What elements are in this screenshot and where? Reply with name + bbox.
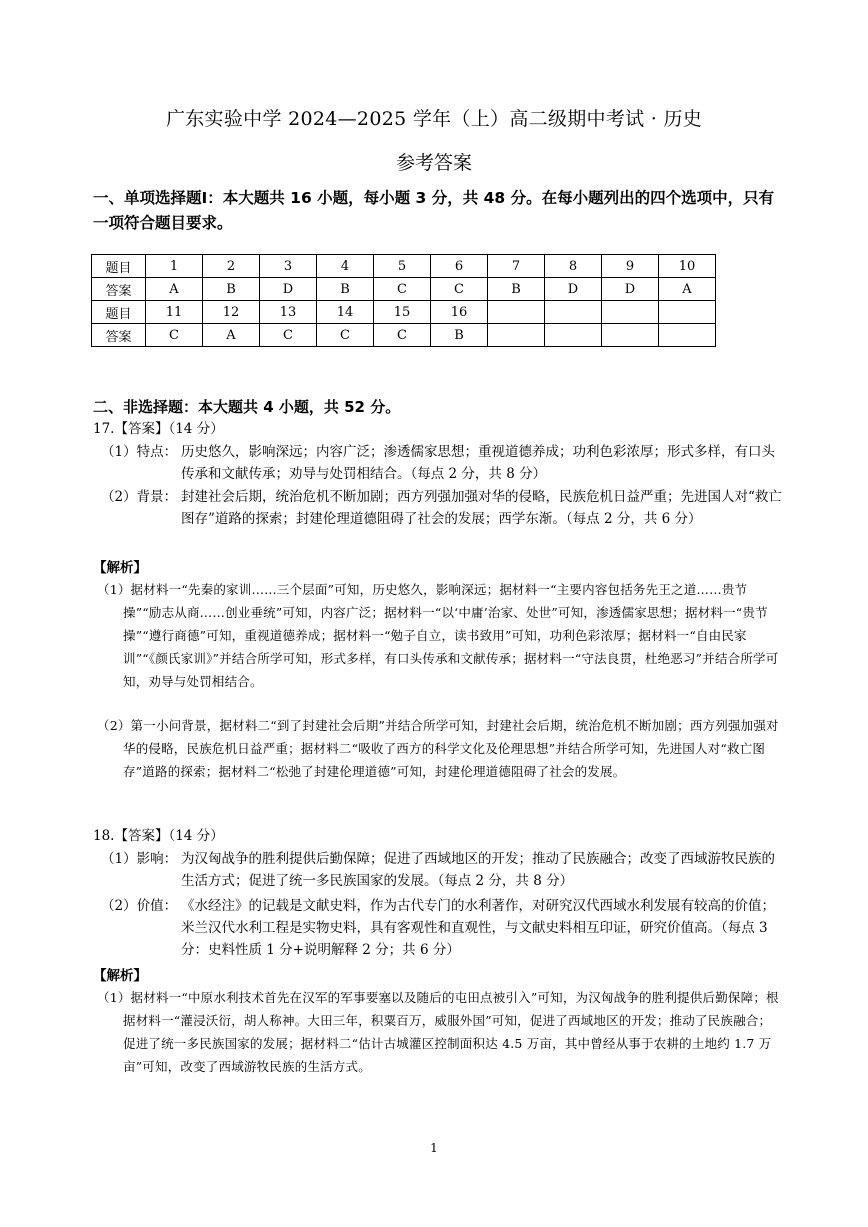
table-cell: B: [488, 278, 545, 301]
section1-heading: 一、单项选择题Ⅰ：本大题共 16 小题，每小题 3 分，共 48 分。在每小题列出的四个选项中，只有一项符合题目要求。: [93, 189, 775, 232]
q18-a2-label: （2）价值：: [101, 898, 178, 914]
table-cell: 9: [602, 255, 659, 278]
q18-a2-text: 《水经注》的记载是文献史料，作为古代专门的水利著作，对研究汉代西域水利发展有较高的价值；米兰汉代水利工程是实物史料，具有客观性和直观性，与文献史料相互印证，研究价值高。（每点 3 分：史料性质 1 分+说明解释 2 分；共 6 分）: [181, 898, 775, 958]
table-cell: [545, 324, 602, 347]
table-cell: 16: [431, 301, 488, 324]
table-cell: [659, 324, 716, 347]
table-cell: 4: [317, 255, 374, 278]
table-cell: C: [146, 324, 203, 347]
table-cell: B: [431, 324, 488, 347]
q18-analysis-1: （1）据材料一“中原水利技术首先在汉军的军事要塞以及随后的屯田点被引入”可知，为汉匈战争的胜利提供后勤保障；根据材料一“灌浸沃衍，胡人称神。大田三年，积粟百万，威服外国”可知，促进了西域地区的开发；推动了民族融合； 促进了统一多民族国家的发展；据材料二“估计古城灌区控制面积达 4.5 万亩，其中曾经从事于农耕的土地约 1.7 万亩”可知，改变了西域游牧民族的生活方式。: [97, 990, 779, 1074]
table-cell: A: [659, 278, 716, 301]
table-cell: [602, 324, 659, 347]
table-cell: 12: [203, 301, 260, 324]
table-cell: 14: [317, 301, 374, 324]
q17-analysis-1: （1）据材料一“先秦的家训……三个层面”可知，历史悠久，影响深远；据材料一“主要内容包括务先王之道……贵节操”“励志从商……创业垂统”可知，内容广泛；据材料一“以‘中庸’治家、处世”可知，渗透儒家思想；据材料一“贵节操”“遵行商德”可知，重视道德养成；据材料一“勉子自立，读书致用”可知，功利色彩浓厚；据材料一“自由民家训”“《颜氏家训》”并结合所学可知，形式多样，有口头传承和文献传承；据材料一“守法良贯，杜绝恶习”并结合所学可知，劝导与处罚相结合。: [97, 582, 779, 689]
table-cell: [488, 324, 545, 347]
table-cell: A: [146, 278, 203, 301]
q18-heading: 18.【答案】（14 分）: [93, 828, 224, 844]
table-cell: D: [602, 278, 659, 301]
table-cell: D: [260, 278, 317, 301]
q18-a1-label: （1）影响：: [101, 851, 178, 867]
table-cell: C: [374, 278, 431, 301]
page-title: 广东实验中学 2024—2025 学年（上）高二级期中考试 · 历史: [165, 108, 703, 130]
table-row-header: 题目: [92, 255, 146, 278]
table-row: [92, 255, 716, 278]
page-number: 1: [430, 1141, 438, 1155]
table-cell: 7: [488, 255, 545, 278]
table-row-header: 答案: [92, 278, 146, 301]
table-cell: 2: [203, 255, 260, 278]
table-cell: C: [374, 324, 431, 347]
q17-a2-text: 封建社会后期，统治危机不断加剧；西方列强加强对华的侵略，民族危机日益严重；先进国人对“救亡图存”道路的探索；封建伦理道德阻碍了社会的发展；西学东渐。（每点 2 分，共 6 分）: [181, 489, 782, 527]
q17-a2-label: （2）背景：: [101, 489, 178, 505]
q17-a1-label: （1）特点：: [101, 444, 178, 460]
page-subtitle: 参考答案: [395, 152, 472, 174]
table-cell: D: [545, 278, 602, 301]
table-cell: 10: [659, 255, 716, 278]
answer-table: [91, 254, 716, 347]
table-cell: 15: [374, 301, 431, 324]
table-row-header: 题目: [92, 301, 146, 324]
section2-heading: 二、非选择题：本大题共 4 小题，共 52 分。: [93, 398, 401, 416]
q17-analysis-label: 【解析】: [93, 560, 147, 576]
table-row: [92, 324, 716, 347]
q17-heading: 17.【答案】（14 分）: [93, 421, 224, 437]
table-cell: B: [317, 278, 374, 301]
table-cell: C: [431, 278, 488, 301]
q18-a1-text: 为汉匈战争的胜利提供后勤保障；促进了西域地区的开发；推动了民族融合；改变了西域游牧民族的生活方式；促进了统一多民族国家的发展。（每点 2 分，共 8 分）: [181, 851, 775, 889]
table-cell: 3: [260, 255, 317, 278]
table-row: [92, 301, 716, 324]
table-row: [92, 278, 716, 301]
table-cell: 6: [431, 255, 488, 278]
table-cell: B: [203, 278, 260, 301]
table-cell: [545, 301, 602, 324]
table-cell: 8: [545, 255, 602, 278]
table-cell: C: [260, 324, 317, 347]
table-cell: [659, 301, 716, 324]
table-cell: [602, 301, 659, 324]
table-cell: 13: [260, 301, 317, 324]
q18-analysis-label: 【解析】: [93, 968, 147, 984]
table-cell: 11: [146, 301, 203, 324]
table-cell: 1: [146, 255, 203, 278]
table-cell: [488, 301, 545, 324]
q17-analysis-2: （2）第一小问背景，据材料二“到了封建社会后期”并结合所学可知，封建社会后期，统治危机不断加剧；西方列强加强对华的侵略，民族危机日益严重；据材料二“吸收了西方的科学文化及伦理思想”并结合所学可知，先进国人对“救亡图存”道路的探索；据材料二“松弛了封建伦理道德”可知，封建伦理道德阻碍了社会的发展。: [97, 718, 779, 779]
table-row-header: 答案: [92, 324, 146, 347]
table-cell: 5: [374, 255, 431, 278]
q17-a1-text: 历史悠久，影响深远；内容广泛；渗透儒家思想；重视道德养成；功利色彩浓厚；形式多样，有口头传承和文献传承；劝导与处罚相结合。（每点 2 分，共 8 分）: [181, 444, 775, 482]
table-cell: A: [203, 324, 260, 347]
table-cell: C: [317, 324, 374, 347]
